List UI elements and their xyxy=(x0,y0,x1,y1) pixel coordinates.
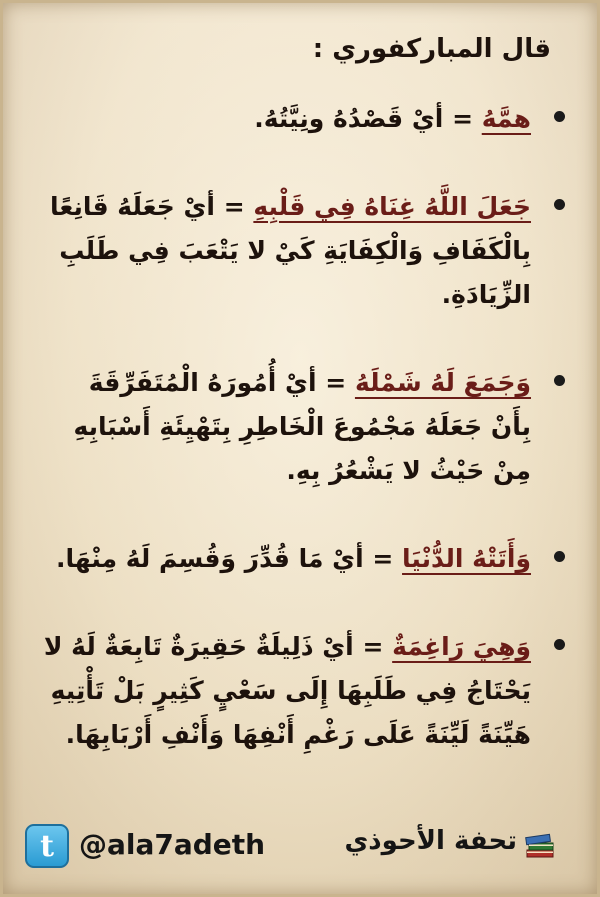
term: وَهِيَ رَاغِمَةٌ xyxy=(392,632,531,661)
term: همَّهُ xyxy=(481,104,531,133)
equals-sign: = xyxy=(325,368,347,397)
bullet-icon xyxy=(554,375,565,386)
term: وَجَمَعَ لَهُ شَمْلَهُ xyxy=(354,368,531,397)
content-area xyxy=(3,3,600,823)
list-item xyxy=(43,185,567,317)
bullet-icon xyxy=(554,639,565,650)
equals-sign: = xyxy=(362,632,384,661)
books-icon xyxy=(523,828,557,862)
term: وَأَتَتْهُ الدُّنْيَا xyxy=(402,544,531,573)
definition-list xyxy=(43,97,567,757)
explanation: أيْ جَعَلَهُ قَانِعًا بِالْكَفَافِ وَالْكِفَايَةِ كَيْ لا يَتْعَبَ فِي طَلَبِ الزِّيَادَةِ. xyxy=(49,192,531,309)
list-item xyxy=(43,625,567,757)
footer xyxy=(3,814,597,894)
twitter-glyph: t xyxy=(40,828,54,864)
twitter-handle-link[interactable]: @ala7adeth xyxy=(79,828,266,861)
bullet-icon xyxy=(554,111,565,122)
equals-sign: = xyxy=(452,104,474,133)
list-item xyxy=(43,537,567,581)
bullet-icon xyxy=(554,551,565,562)
brand-title: تحفة الأحوذي xyxy=(344,826,517,856)
equals-sign: = xyxy=(223,192,245,221)
list-item xyxy=(43,361,567,493)
bullet-icon xyxy=(554,199,565,210)
explanation: أيْ أُمُورَهُ الْمُتَفَرِّقَةَ بِأَنْ جَعَلَهُ مَجْمُوعَ الْخَاطِرِ بِتَهْيِئَةِ أَسْبَابِهِ مِنْ حَيْثُ لا يَشْعُرُ بِهِ. xyxy=(73,368,531,485)
explanation: أيْ مَا قُدِّرَ وَقُسِمَ لَهُ مِنْهَا. xyxy=(56,544,364,573)
intro-heading: قال المباركفوري : xyxy=(312,34,551,64)
list-item xyxy=(43,97,567,141)
term: جَعَلَ اللَّهُ غِنَاهُ فِي قَلْبِهِ xyxy=(253,192,531,221)
twitter-icon[interactable] xyxy=(25,824,69,868)
explanation: أيْ ذَلِيلَةٌ حَقِيرَةٌ تَابِعَةٌ لَهُ لا يَحْتَاجُ فِي طَلَبِهَا إِلَى سَعْيٍ كَثِيرٍ بَلْ تَأْتِيهِ هَيِّنَةً لَيِّنَةً عَلَى رَغْمِ أَنْفِهَا وَأَنْفِ أَرْبَابِهَا. xyxy=(43,632,531,749)
equals-sign: = xyxy=(372,544,394,573)
explanation: أيْ قَصْدُهُ ونِيَّتُهُ. xyxy=(254,104,444,133)
